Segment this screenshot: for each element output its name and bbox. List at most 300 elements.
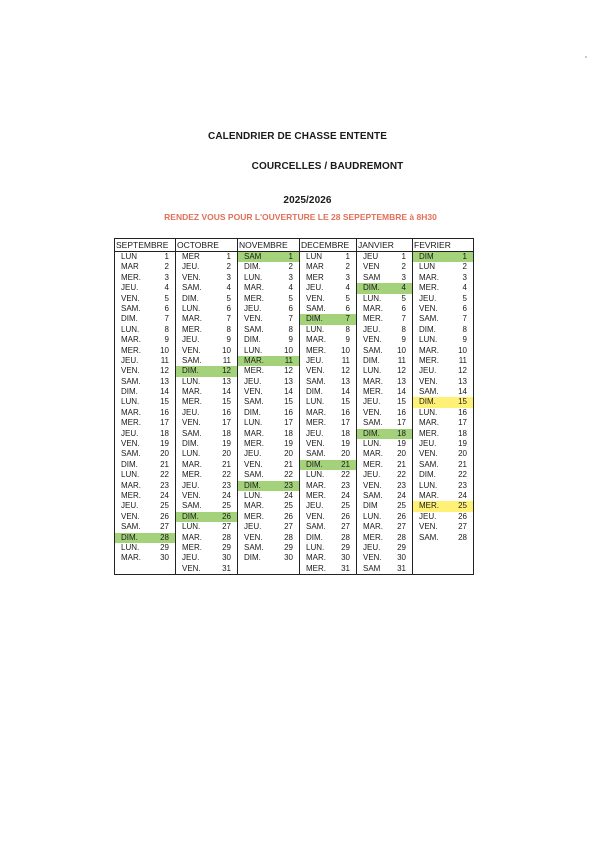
- day-number: 16: [160, 407, 169, 417]
- day-number: 22: [160, 470, 169, 480]
- weekday-label: VEN.: [121, 439, 140, 449]
- day-number: 11: [458, 355, 467, 365]
- day-number: 15: [222, 397, 231, 407]
- day-row: [413, 273, 473, 283]
- day-number: 7: [462, 314, 467, 324]
- day-row: [300, 449, 356, 459]
- day-row: [357, 294, 412, 304]
- day-row: [413, 408, 473, 418]
- day-row: [357, 522, 412, 532]
- weekday-label: DIM.: [244, 480, 261, 490]
- weekday-label: MER.: [244, 293, 264, 303]
- day-number: 14: [458, 387, 467, 397]
- day-number: 17: [160, 418, 169, 428]
- day-number: 2: [164, 262, 169, 272]
- day-row: [238, 366, 299, 376]
- weekday-label: DIM.: [121, 314, 138, 324]
- weekday-label: JEU.: [419, 439, 437, 449]
- day-number: 19: [341, 439, 350, 449]
- day-row: [413, 294, 473, 304]
- month-header: JANVIER: [357, 239, 412, 252]
- day-row: [176, 262, 237, 272]
- weekday-label: LUN.: [121, 324, 140, 334]
- day-row: [176, 429, 237, 439]
- day-number: 20: [458, 449, 467, 459]
- weekday-label: LUN.: [182, 522, 201, 532]
- day-row: [115, 283, 175, 293]
- highlighted-day-row: [238, 356, 299, 366]
- weekday-label: SAM.: [182, 283, 202, 293]
- day-number: 31: [222, 563, 231, 573]
- weekday-label: MER.: [182, 542, 202, 552]
- day-row: [176, 294, 237, 304]
- day-row: [238, 387, 299, 397]
- weekday-label: DIM.: [244, 407, 261, 417]
- weekday-label: MER.: [363, 532, 383, 542]
- day-number: 10: [284, 345, 293, 355]
- weekday-label: LUN.: [244, 490, 263, 500]
- weekday-label: DIM: [363, 501, 378, 511]
- weekday-label: VEN.: [363, 480, 382, 490]
- day-number: 5: [164, 293, 169, 303]
- day-row: [357, 481, 412, 491]
- day-row: [176, 501, 237, 511]
- day-number: 13: [397, 376, 406, 386]
- weekday-label: LUN.: [363, 511, 382, 521]
- day-number: 8: [288, 324, 293, 334]
- day-number: 12: [222, 366, 231, 376]
- day-number: 3: [288, 272, 293, 282]
- weekday-label: VEN.: [121, 511, 140, 521]
- weekday-label: MAR.: [419, 490, 439, 500]
- weekday-label: DIM.: [363, 355, 380, 365]
- day-row: [176, 314, 237, 324]
- day-row: [115, 481, 175, 491]
- weekday-label: VEN.: [306, 366, 325, 376]
- day-number: 13: [341, 376, 350, 386]
- day-row: [300, 543, 356, 553]
- day-row: [300, 346, 356, 356]
- day-number: 6: [345, 303, 350, 313]
- weekday-label: DIM.: [244, 262, 261, 272]
- day-number: 7: [401, 314, 406, 324]
- day-row: [238, 533, 299, 543]
- day-number: 14: [160, 387, 169, 397]
- season-label: 2025/2026: [283, 195, 332, 206]
- day-number: 22: [222, 470, 231, 480]
- weekday-label: VEN.: [363, 407, 382, 417]
- day-number: 30: [160, 553, 169, 563]
- weekday-label: MAR.: [182, 314, 202, 324]
- day-row: [238, 294, 299, 304]
- weekday-label: MAR.: [121, 335, 141, 345]
- day-row: [413, 262, 473, 272]
- weekday-label: MAR.: [244, 501, 264, 511]
- day-row: [357, 418, 412, 428]
- day-row: [357, 335, 412, 345]
- day-number: 20: [341, 449, 350, 459]
- day-row: [115, 335, 175, 345]
- month-header: NOVEMBRE: [238, 239, 299, 252]
- day-row: [238, 522, 299, 532]
- weekday-label: JEU.: [306, 501, 324, 511]
- weekday-label: SAM.: [121, 376, 141, 386]
- day-row: [176, 418, 237, 428]
- day-row: [176, 252, 237, 262]
- weekday-label: DIM.: [419, 470, 436, 480]
- day-row: [357, 304, 412, 314]
- day-row: [115, 408, 175, 418]
- day-row: [115, 470, 175, 480]
- day-number: 13: [222, 376, 231, 386]
- weekday-label: DIM.: [306, 387, 323, 397]
- weekday-label: VEN.: [419, 303, 438, 313]
- weekday-label: JEU.: [244, 303, 262, 313]
- weekday-label: LUN.: [306, 470, 325, 480]
- day-number: 4: [226, 283, 231, 293]
- day-row: [357, 408, 412, 418]
- day-number: 26: [341, 511, 350, 521]
- day-row: [413, 512, 473, 522]
- day-number: 19: [458, 439, 467, 449]
- day-number: 25: [160, 501, 169, 511]
- weekday-label: MAR: [306, 262, 324, 272]
- weekday-label: JEU.: [182, 335, 200, 345]
- day-number: 20: [222, 449, 231, 459]
- day-row: [115, 553, 175, 563]
- day-number: 30: [284, 553, 293, 563]
- weekday-label: VEN.: [182, 345, 201, 355]
- weekday-label: SAM.: [121, 522, 141, 532]
- day-row: [238, 543, 299, 553]
- day-row: [176, 377, 237, 387]
- day-number: 17: [397, 418, 406, 428]
- day-row: [176, 346, 237, 356]
- weekday-label: SAM.: [419, 387, 439, 397]
- day-number: 18: [160, 428, 169, 438]
- weekday-label: MAR.: [306, 335, 326, 345]
- weekday-label: LUN.: [363, 439, 382, 449]
- weekday-label: MER.: [182, 324, 202, 334]
- day-row: [300, 377, 356, 387]
- weekday-label: MER.: [363, 387, 383, 397]
- weekday-label: JEU.: [121, 428, 139, 438]
- day-number: 1: [401, 252, 406, 261]
- day-row: [300, 273, 356, 283]
- day-number: 27: [160, 522, 169, 532]
- day-number: 27: [341, 522, 350, 532]
- weekday-label: SAM: [363, 563, 381, 573]
- day-row: [413, 491, 473, 501]
- day-row: [413, 335, 473, 345]
- weekday-label: SAM.: [244, 542, 264, 552]
- day-number: 15: [160, 397, 169, 407]
- day-row: [357, 314, 412, 324]
- weekday-label: DIM.: [121, 532, 138, 542]
- weekday-label: VEN.: [244, 387, 263, 397]
- weekday-label: VEN.: [182, 418, 201, 428]
- day-row: [115, 325, 175, 335]
- day-number: 28: [341, 532, 350, 542]
- weekday-label: MAR.: [419, 272, 439, 282]
- day-number: 10: [341, 345, 350, 355]
- weekday-label: MAR.: [363, 376, 383, 386]
- day-number: 1: [345, 252, 350, 261]
- weekday-label: MER.: [306, 563, 326, 573]
- hunting-calendar-table: [114, 238, 474, 575]
- day-row: [115, 294, 175, 304]
- weekday-label: SAM.: [419, 459, 439, 469]
- weekday-label: MAR.: [182, 387, 202, 397]
- weekday-label: MER.: [121, 272, 141, 282]
- weekday-label: SAM.: [306, 376, 326, 386]
- day-row: [115, 262, 175, 272]
- month-header: FEVRIER: [413, 239, 473, 252]
- weekday-label: JEU.: [121, 355, 139, 365]
- day-number: 12: [458, 366, 467, 376]
- weekday-label: SAM.: [419, 532, 439, 542]
- day-row: [115, 366, 175, 376]
- day-row: [115, 273, 175, 283]
- weekday-label: LUN.: [182, 303, 201, 313]
- day-row: [413, 283, 473, 293]
- day-row: [413, 325, 473, 335]
- day-number: 4: [462, 283, 467, 293]
- day-row: [357, 512, 412, 522]
- weekday-label: MAR.: [306, 480, 326, 490]
- day-number: 18: [284, 428, 293, 438]
- weekday-label: LUN.: [121, 542, 140, 552]
- weekday-label: MER: [182, 252, 200, 261]
- day-row: [115, 252, 175, 262]
- weekday-label: VEN.: [182, 272, 201, 282]
- day-row: [176, 533, 237, 543]
- day-number: 21: [160, 459, 169, 469]
- weekday-label: DIM: [419, 252, 434, 261]
- weekday-label: MER.: [244, 511, 264, 521]
- day-number: 14: [397, 387, 406, 397]
- day-row: [238, 397, 299, 407]
- weekday-label: SAM.: [182, 355, 202, 365]
- day-number: 10: [222, 345, 231, 355]
- day-row: [238, 553, 299, 563]
- month-header: SEPTEMBRE: [115, 239, 175, 252]
- day-number: 21: [397, 459, 406, 469]
- day-number: 4: [288, 283, 293, 293]
- day-number: 1: [288, 252, 293, 261]
- weekday-label: MAR.: [363, 522, 383, 532]
- day-number: 5: [345, 293, 350, 303]
- weekday-label: MER.: [306, 418, 326, 428]
- weekday-label: MER.: [419, 355, 439, 365]
- weekday-label: MAR.: [306, 407, 326, 417]
- day-number: 29: [222, 542, 231, 552]
- weekday-label: LUN.: [244, 345, 263, 355]
- day-number: 2: [288, 262, 293, 272]
- highlighted-day-row: [176, 512, 237, 522]
- day-number: 23: [397, 480, 406, 490]
- day-number: 20: [284, 449, 293, 459]
- day-number: 28: [222, 532, 231, 542]
- weekday-label: JEU.: [306, 355, 324, 365]
- day-row: [357, 262, 412, 272]
- day-number: 11: [284, 355, 293, 365]
- weekday-label: JEU.: [182, 262, 200, 272]
- day-number: 31: [397, 563, 406, 573]
- day-number: 2: [345, 262, 350, 272]
- day-row: [413, 314, 473, 324]
- weekday-label: MER.: [244, 366, 264, 376]
- weekday-label: LUN.: [363, 366, 382, 376]
- day-number: 14: [284, 387, 293, 397]
- weekday-label: JEU.: [244, 449, 262, 459]
- day-row: [413, 356, 473, 366]
- day-row: [413, 377, 473, 387]
- weekday-label: VEN.: [121, 366, 140, 376]
- day-row: [238, 501, 299, 511]
- day-row: [357, 533, 412, 543]
- weekday-label: JEU.: [244, 522, 262, 532]
- weekday-label: MER.: [306, 490, 326, 500]
- day-number: 3: [401, 272, 406, 282]
- day-row: [357, 449, 412, 459]
- weekday-label: DIM.: [306, 459, 323, 469]
- month-header: OCTOBRE: [176, 239, 237, 252]
- day-number: 3: [462, 272, 467, 282]
- calendar-columns: [115, 239, 474, 575]
- highlighted-day-row: [115, 533, 175, 543]
- day-number: 26: [458, 511, 467, 521]
- weekday-label: MAR.: [363, 303, 383, 313]
- day-number: 24: [222, 490, 231, 500]
- day-number: 25: [341, 501, 350, 511]
- day-number: 2: [462, 262, 467, 272]
- highlighted-day-row: [238, 481, 299, 491]
- day-number: 16: [284, 407, 293, 417]
- weekday-label: SAM.: [306, 303, 326, 313]
- highlighted-day-row: [238, 252, 299, 262]
- day-row: [176, 481, 237, 491]
- day-number: 28: [458, 532, 467, 542]
- day-number: 21: [458, 459, 467, 469]
- day-row: [300, 283, 356, 293]
- day-number: 28: [160, 532, 169, 542]
- day-number: 9: [462, 335, 467, 345]
- day-number: 15: [284, 397, 293, 407]
- day-number: 7: [288, 314, 293, 324]
- day-row: [238, 304, 299, 314]
- highlighted-day-row: [413, 501, 473, 511]
- day-number: 3: [164, 272, 169, 282]
- weekday-label: VEN.: [306, 439, 325, 449]
- day-number: 22: [458, 470, 467, 480]
- day-row: [413, 449, 473, 459]
- day-row: [115, 304, 175, 314]
- weekday-label: LUN.: [419, 335, 438, 345]
- day-row: [357, 366, 412, 376]
- day-row: [176, 439, 237, 449]
- weekday-label: JEU.: [419, 511, 437, 521]
- day-number: 12: [341, 366, 350, 376]
- day-number: 14: [222, 387, 231, 397]
- highlighted-day-row: [413, 252, 473, 262]
- day-number: 7: [164, 314, 169, 324]
- weekday-label: DIM.: [182, 511, 199, 521]
- day-number: 19: [284, 439, 293, 449]
- day-row: [357, 273, 412, 283]
- month-column: [357, 239, 413, 575]
- day-row: [176, 304, 237, 314]
- highlighted-day-row: [357, 283, 412, 293]
- day-number: 23: [341, 480, 350, 490]
- day-number: 9: [345, 335, 350, 345]
- weekday-label: DIM.: [306, 314, 323, 324]
- weekday-label: JEU.: [182, 480, 200, 490]
- day-row: [238, 408, 299, 418]
- weekday-label: LUN.: [121, 470, 140, 480]
- weekday-label: MER: [306, 272, 324, 282]
- day-number: 4: [164, 283, 169, 293]
- day-row: [176, 460, 237, 470]
- day-row: [357, 439, 412, 449]
- day-row: [300, 325, 356, 335]
- day-number: 8: [164, 324, 169, 334]
- weekday-label: MAR.: [121, 407, 141, 417]
- day-row: [300, 262, 356, 272]
- day-number: 16: [397, 407, 406, 417]
- day-row: [115, 543, 175, 553]
- weekday-label: MER.: [363, 459, 383, 469]
- highlighted-day-row: [413, 397, 473, 407]
- day-number: 31: [341, 563, 350, 573]
- month-column: [176, 239, 238, 575]
- weekday-label: MAR.: [419, 418, 439, 428]
- weekday-label: LUN.: [121, 397, 140, 407]
- day-row: [413, 418, 473, 428]
- day-number: 22: [284, 470, 293, 480]
- weekday-label: JEU.: [121, 501, 139, 511]
- day-row: [300, 439, 356, 449]
- day-row: [176, 335, 237, 345]
- day-row: [300, 304, 356, 314]
- weekday-label: LUN.: [363, 293, 382, 303]
- day-row: [176, 387, 237, 397]
- weekday-label: VEN.: [182, 490, 201, 500]
- day-number: 1: [164, 252, 169, 261]
- day-number: 2: [226, 262, 231, 272]
- day-row: [238, 273, 299, 283]
- day-number: 5: [226, 293, 231, 303]
- month-column: [413, 239, 474, 575]
- weekday-label: VEN.: [419, 376, 438, 386]
- day-row: [357, 397, 412, 407]
- day-number: 24: [341, 490, 350, 500]
- day-number: 15: [458, 397, 467, 407]
- day-row: [238, 346, 299, 356]
- day-row: [300, 522, 356, 532]
- day-number: 25: [284, 501, 293, 511]
- day-number: 23: [222, 480, 231, 490]
- day-row: [357, 325, 412, 335]
- month-column: [300, 239, 357, 575]
- weekday-label: SAM.: [244, 324, 264, 334]
- day-number: 16: [222, 407, 231, 417]
- day-number: 26: [397, 511, 406, 521]
- day-number: 26: [284, 511, 293, 521]
- day-number: 2: [401, 262, 406, 272]
- day-row: [300, 387, 356, 397]
- weekday-label: DIM.: [363, 283, 380, 293]
